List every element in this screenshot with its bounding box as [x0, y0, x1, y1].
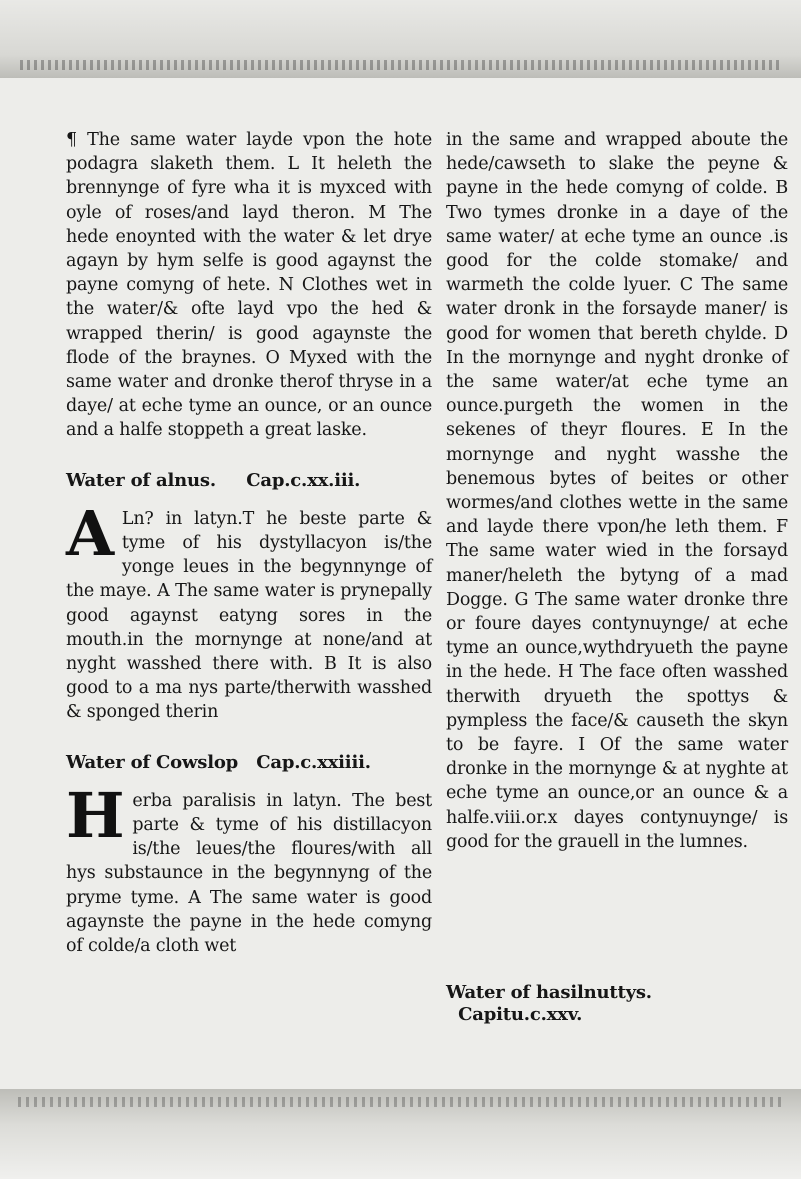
chapter-heading-hasilnuttys: Water of hasilnuttys. Capitu.c.xxv. — [446, 982, 652, 1026]
paragraph-alnus — [66, 496, 432, 725]
page-top-edge — [0, 0, 801, 78]
chapter-heading-cowslop: Water of Cowslop Cap.c.xxiiii. — [66, 751, 371, 773]
drop-capital-h: H — [66, 778, 125, 852]
paragraph-cowslop-remedies: ¶ The same water layde vpon the hote podagra slaketh them. L It heleth the brennynge of fyre wha it is myxced with oyle of roses/and layd theron. M The hede enoynted with the water & let drye agayn by hym selfe is good agaynst the payne comyng of hete. N Clothes wet in the water/& ofte layd vpo the hed & wrapped therin/ is good agaynste the flode of the braynes. O Myxed with the same water and dronke therof thryse in a daye/ at eche tyme an ounce, or an ounce and a halfe stoppeth a great laske. — [66, 130, 432, 441]
paragraph-alnus-text: Ln? in latyn.T he beste parte & tyme of his dystyllacyon is/the yonge leues in the begynnynge of the maye. A The same water is prynepally good agaynst eatyng sores in the mouth.in the mornynge at none/and at nyght wasshed there with. B It is also good to a ma nys parte/therwith wasshed & sponged therin — [66, 508, 432, 723]
drop-capital-a: A — [66, 496, 114, 570]
right-column — [446, 128, 788, 1040]
paragraph-cowslop — [66, 778, 432, 958]
paragraph-cowslop-text: erba paralisis in latyn. The best parte & tyme of his distillacyon is/the leues/the floures/with all hys substaunce in the begynnyng of the pryme tyme. A The same water is good agaynste the payne in the hede comyng of colde/a cloth wet — [66, 790, 432, 957]
paragraph-cowslop-continued: in the same and wrapped aboute the hede/cawseth to slake the peyne & payne in the hede comyng of colde. B Two tymes dronke in a daye of the same water/ at eche tyme an ounce .is good for the colde stomake/ and warmeth the colde lyuer. C The same water dronk in the forsayde maner/ is good for women that bereth chylde. D In the mornynge and nyght dronke of the same water/at eche tyme an ounce.purgeth the women in the sekenes of theyr floures. E In the mornynge and nyght wasshe the benemous bytes of beites or other wormes/and clothes wette in the same and layde there vpon/he leth them. F The same water wied in the forsayd maner/heleth the bytyng of a mad Dogge. G The same water dronke thre or foure dayes contynuynge/ at eche tyme an ounce,wythdryueth the payne in the hede. H The face often wasshed therwith dryueth the spottys & pympless the face/& causeth the skyn to be fayre. I Of the same water dronke in the mornynge & at nyghte at eche tyme an ounce,or an ounce & a halfe.viii.or.x dayes contynuynge/ is good for the grauell in the lumnes. — [446, 130, 788, 852]
chapter-heading-alnus: Water of alnus. Cap.c.xx.iii. — [66, 469, 361, 491]
left-column — [66, 128, 432, 958]
page-bottom-edge — [0, 1089, 801, 1179]
